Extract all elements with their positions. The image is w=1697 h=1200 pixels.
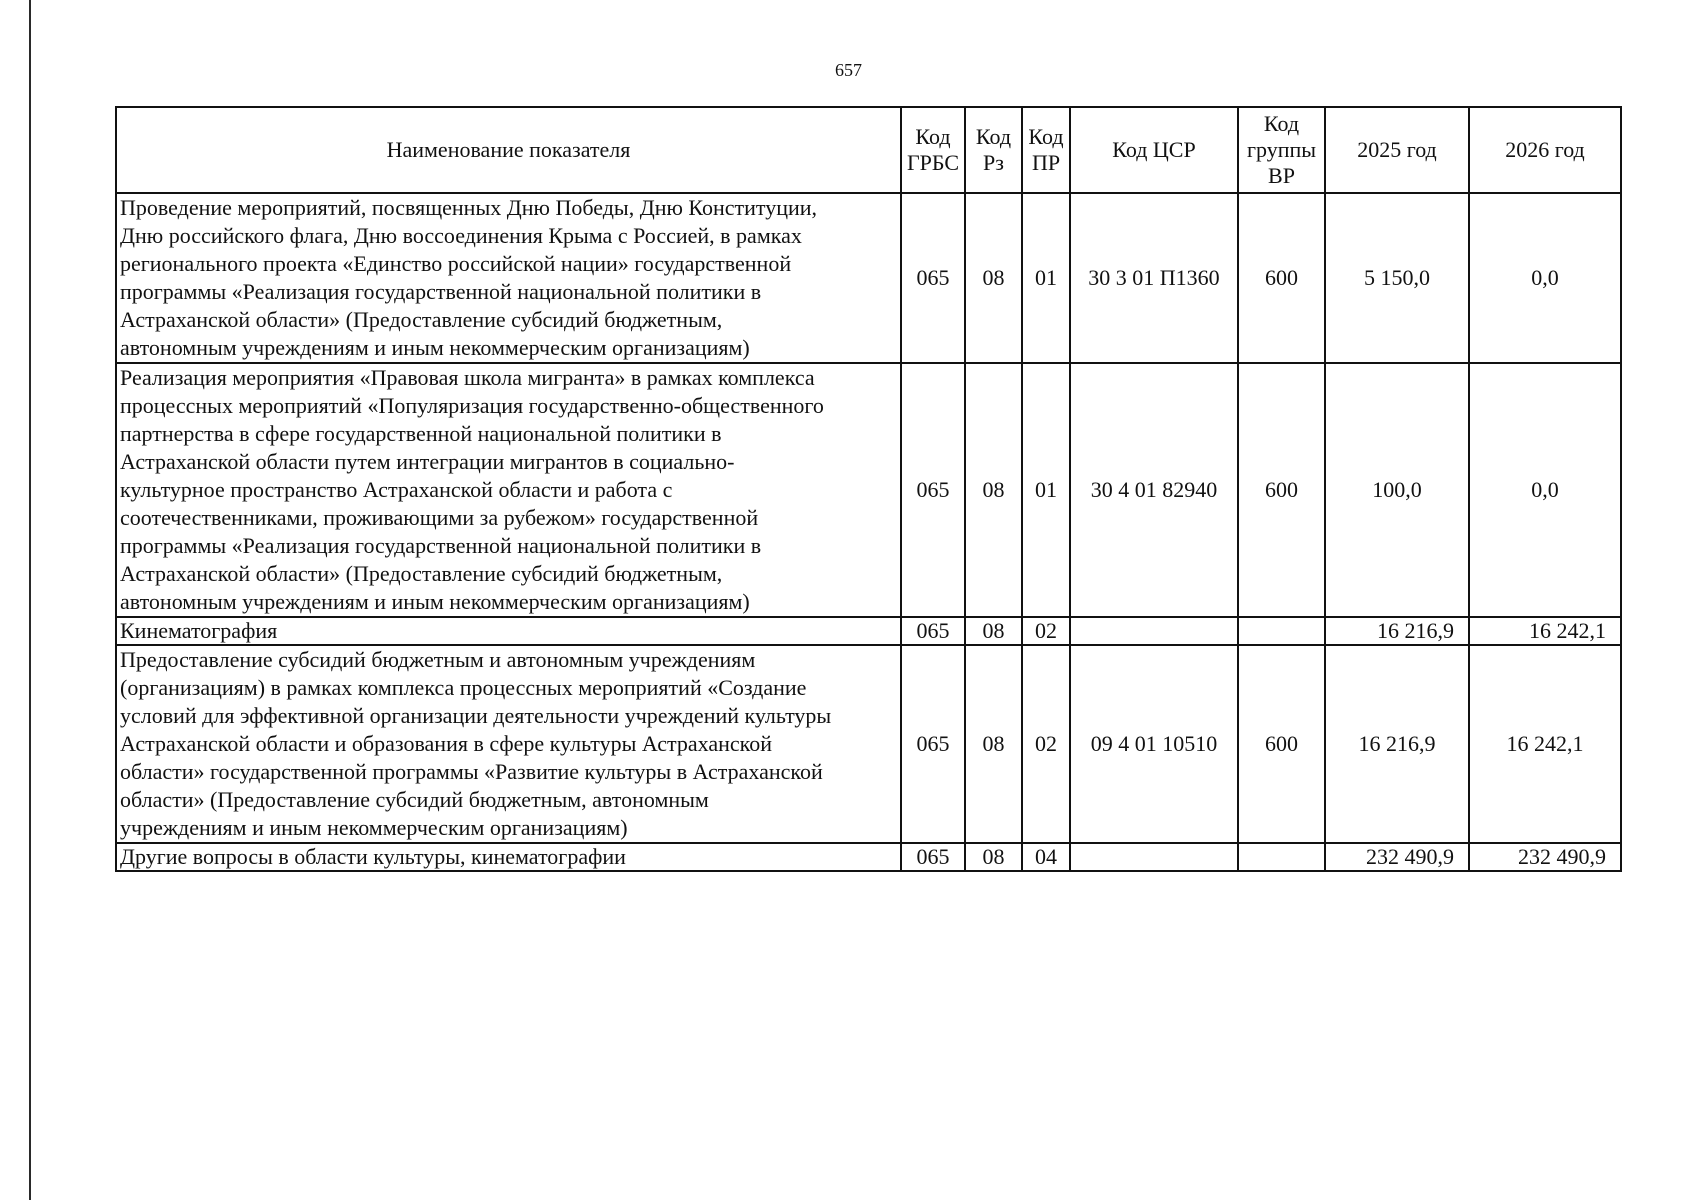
table-row bbox=[116, 843, 1621, 871]
header-grbs: Код ГРБС bbox=[901, 107, 965, 193]
row-name-cell: Реализация мероприятия «Правовая школа мигранта» в рамках комплекса процессных мероприятий «Популяризация государственно-общественного партнерства в сфере государственной национальной политики в Астраханской области путем интеграции мигрантов в социально- культурное пространство Астраханской области и работа с соотечественниками, проживающими за рубежом» государственной программы «Реализация государственной национальной политики в Астраханской области» (Предоставление субсидий бюджетным, автономным учреждениям и иным некоммерческим организациям) bbox=[116, 363, 901, 617]
row-csr-cell bbox=[1070, 617, 1238, 645]
row-2026-cell: 16 242,1 bbox=[1469, 645, 1621, 843]
row-pr-cell: 04 bbox=[1022, 843, 1070, 871]
row-2025-cell: 16 216,9 bbox=[1325, 645, 1469, 843]
row-csr-cell: 09 4 01 10510 bbox=[1070, 645, 1238, 843]
row-pr-cell: 02 bbox=[1022, 617, 1070, 645]
row-vr-cell: 600 bbox=[1238, 193, 1325, 363]
page-number: 657 bbox=[835, 60, 862, 80]
row-grbs-cell: 065 bbox=[901, 843, 965, 871]
row-2025-cell: 16 216,9 bbox=[1325, 617, 1469, 645]
row-vr-cell bbox=[1238, 617, 1325, 645]
table-row bbox=[116, 645, 1621, 843]
header-2026: 2026 год bbox=[1469, 107, 1621, 193]
header-vr: Код группы ВР bbox=[1238, 107, 1325, 193]
header-rz: Код Рз bbox=[965, 107, 1022, 193]
row-rz-cell: 08 bbox=[965, 363, 1022, 617]
table-row bbox=[116, 617, 1621, 645]
row-2026-cell: 232 490,9 bbox=[1469, 843, 1621, 871]
row-grbs-cell: 065 bbox=[901, 645, 965, 843]
table-row bbox=[116, 193, 1621, 363]
row-rz-cell: 08 bbox=[965, 843, 1022, 871]
header-csr: Код ЦСР bbox=[1070, 107, 1238, 193]
row-2025-cell: 232 490,9 bbox=[1325, 843, 1469, 871]
row-2025-cell: 5 150,0 bbox=[1325, 193, 1469, 363]
row-csr-cell bbox=[1070, 843, 1238, 871]
header-name: Наименование показателя bbox=[116, 107, 901, 193]
row-2026-cell: 0,0 bbox=[1469, 193, 1621, 363]
row-pr-cell: 01 bbox=[1022, 363, 1070, 617]
row-vr-cell bbox=[1238, 843, 1325, 871]
row-pr-cell: 01 bbox=[1022, 193, 1070, 363]
table-row bbox=[116, 363, 1621, 617]
row-2025-cell: 100,0 bbox=[1325, 363, 1469, 617]
row-grbs-cell: 065 bbox=[901, 617, 965, 645]
header-2025: 2025 год bbox=[1325, 107, 1469, 193]
row-vr-cell: 600 bbox=[1238, 363, 1325, 617]
row-2026-cell: 0,0 bbox=[1469, 363, 1621, 617]
row-name-cell: Кинематография bbox=[116, 617, 901, 645]
row-csr-cell: 30 4 01 82940 bbox=[1070, 363, 1238, 617]
row-grbs-cell: 065 bbox=[901, 363, 965, 617]
row-name-cell: Предоставление субсидий бюджетным и автономным учреждениям (организациям) в рамках комплекса процессных мероприятий «Создание условий для эффективной организации деятельности учреждений культуры Астраханской области и образования в сфере культуры Астраханской области» государственной программы «Развитие культуры в Астраханской области» (Предоставление субсидий бюджетным, автономным учреждениям и иным некоммерческим организациям) bbox=[116, 645, 901, 843]
row-2026-cell: 16 242,1 bbox=[1469, 617, 1621, 645]
row-pr-cell: 02 bbox=[1022, 645, 1070, 843]
scan-edge-line bbox=[29, 0, 31, 1200]
row-rz-cell: 08 bbox=[965, 645, 1022, 843]
budget-table bbox=[115, 106, 1622, 872]
header-pr: Код ПР bbox=[1022, 107, 1070, 193]
row-name-cell: Проведение мероприятий, посвященных Дню Победы, Дню Конституции, Дню российского флага, Дню воссоединения Крыма с Россией, в рамках регионального проекта «Единство российской нации» государственной программы «Реализация государственной национальной политики в Астраханской области» (Предоставление субсидий бюджетным, автономным учреждениям и иным некоммерческим организациям) bbox=[116, 193, 901, 363]
row-csr-cell: 30 3 01 П1360 bbox=[1070, 193, 1238, 363]
row-rz-cell: 08 bbox=[965, 193, 1022, 363]
row-grbs-cell: 065 bbox=[901, 193, 965, 363]
table-header-row bbox=[116, 107, 1621, 193]
row-name-cell: Другие вопросы в области культуры, кинематографии bbox=[116, 843, 901, 871]
row-rz-cell: 08 bbox=[965, 617, 1022, 645]
row-vr-cell: 600 bbox=[1238, 645, 1325, 843]
